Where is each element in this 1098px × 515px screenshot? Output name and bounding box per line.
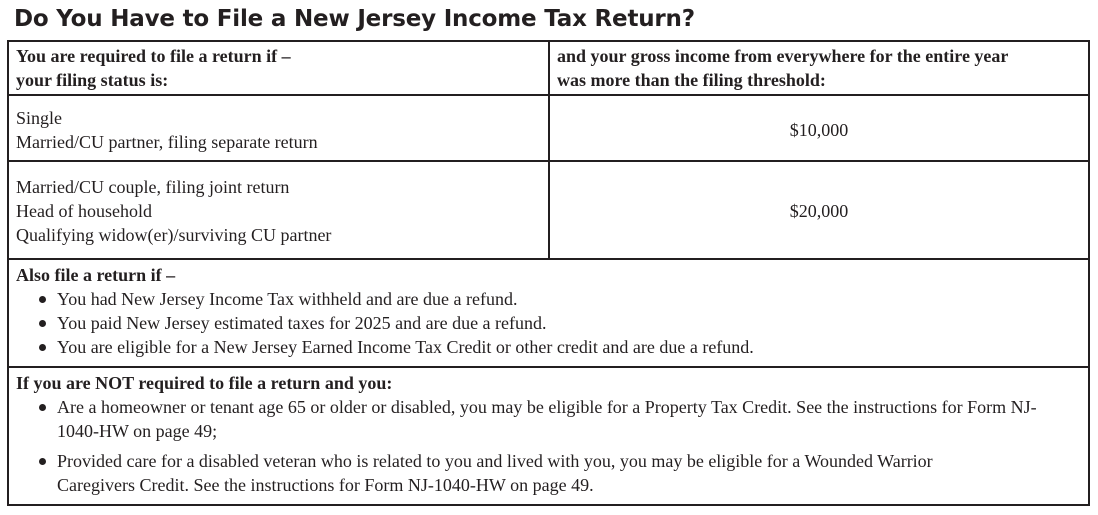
list-item: You are eligible for a New Jersey Earned Income Tax Credit or other credit and are due a refund.: [9, 335, 754, 359]
also-file-heading: Also file a return if –: [16, 265, 176, 285]
filing-status: Single: [16, 108, 63, 128]
not-required-list: [9, 395, 1071, 497]
table-header-row: [9, 43, 1088, 95]
threshold-cell: $20,000: [789, 201, 849, 221]
not-required-heading: If you are NOT required to file a return and you:: [16, 373, 393, 393]
header-right-line-1: and your gross income from everywhere for the entire year: [557, 46, 1009, 66]
filing-status: Married/CU couple, filing joint return: [16, 177, 290, 197]
section-rule: [9, 366, 1088, 368]
filing-requirements-table: [7, 40, 1090, 506]
table-row: [9, 96, 1088, 162]
table-row: [9, 162, 1088, 259]
filing-status: Qualifying widow(er)/surviving CU partner: [16, 225, 332, 245]
page-title: Do You Have to File a New Jersey Income Tax Return?: [14, 6, 695, 32]
also-file-list: [9, 287, 754, 359]
list-item: Provided care for a disabled veteran who is related to you and lived with you, you may be eligible for a Wounded Warrior Caregivers Credit. See the instructions for Form NJ-1040-HW on page 49.: [9, 449, 1071, 497]
filing-status-cell: [16, 106, 318, 154]
list-item: You paid New Jersey estimated taxes for 2025 and are due a refund.: [9, 311, 754, 335]
filing-status: Married/CU partner, filing separate return: [16, 132, 318, 152]
threshold-cell: $10,000: [789, 120, 849, 140]
header-filing-status: [16, 44, 291, 92]
header-income-threshold: [557, 44, 1008, 92]
header-left-line-2: your filing status is:: [16, 70, 169, 90]
header-right-line-2: was more than the filing threshold:: [557, 70, 826, 90]
list-item: Are a homeowner or tenant age 65 or older or disabled, you may be eligible for a Property Tax Credit. See the instructions for Form NJ-1040-HW on page 49;: [9, 395, 1071, 443]
section-rule: [9, 258, 1088, 260]
list-item: You had New Jersey Income Tax withheld and are due a refund.: [9, 287, 754, 311]
filing-status-cell: [16, 175, 331, 247]
filing-status: Head of household: [16, 201, 152, 221]
header-left-line-1: You are required to file a return if –: [16, 46, 291, 66]
